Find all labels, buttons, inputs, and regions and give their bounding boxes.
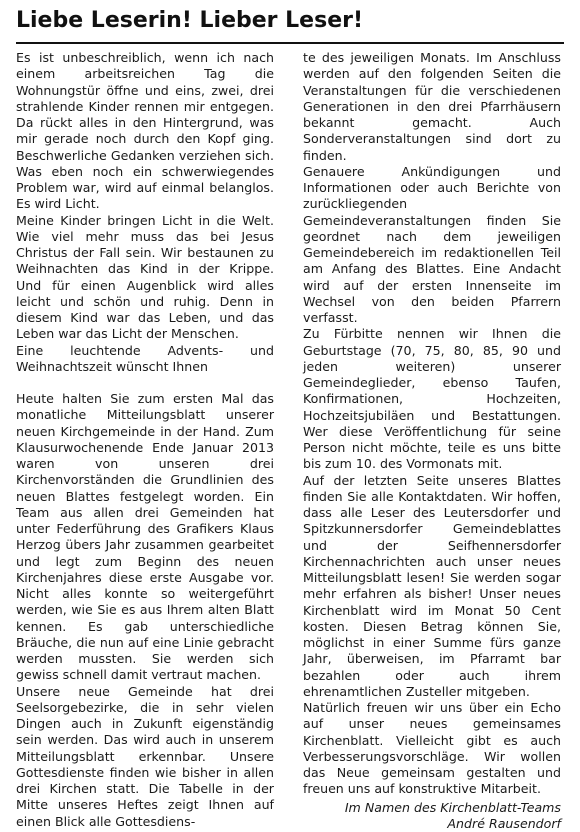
paragraph: Zu Fürbitte nennen wir Ihnen die Geburtstage (70, 75, 80, 85, 90 und jeden weiteren) unserer Gemeindeglieder, ebenso Taufen, Konfirmationen, Hochzeiten, Hochzeitsjubiläen und Bestattungen. Wer diese Veröffentlichung für seine Person nicht möchte, teile es uns bitte bis zum 10. des Vormonats mit. (303, 326, 561, 472)
paragraph: Eine leuchtende Advents- und Weihnachtszeit wünscht Ihnen (16, 343, 274, 376)
right-column (303, 50, 561, 832)
paragraph: Unsere neue Gemeinde hat drei Seelsorgebezirke, die in sehr vielen Dingen auch in Zukunft eigenständig sein werden. Das wird auch in unserem Mitteilungsblatt erkennbar. Unsere Gottesdienste finden wie bisher in allen drei Kirchen statt. Die Tabelle in der Mitte unseres Heftes zeigt Ihnen auf einen Blick alle Gottesdiens- (16, 684, 274, 830)
signature (303, 800, 561, 832)
paragraph: Natürlich freuen wir uns über ein Echo auf unser neues gemeinsames Kirchenblatt. Vielleicht gibt es auch Verbesserungsvorschläge. Wir wollen das Neue gemeinsam gestalten und freuen uns auf konstruktive Mitarbeit. (303, 700, 561, 798)
paragraph: Heute halten Sie zum ersten Mal das monatliche Mitteilungsblatt unserer neuen Kirchgemeinde in der Hand. Zum Klausurwochenende Ende Januar 2013 waren von unseren drei Kirchenvorständen die Grundlinien des neuen Blattes festgelegt worden. Ein Team aus allen drei Gemeinden hat unter Federführung des Grafikers Klaus Herzog übers Jahr zusammen gearbeitet und legt zum Beginn des neuen Kirchenjahres diese erste Ausgabe vor. Nicht alles konnte so weitergeführt werden, wie Sie es aus Ihrem alten Blatt kennen. Es gab unterschiedliche Bräuche, die nun auf eine Linie gebracht werden mussten. Sie werden sich gewiss schnell damit vertraut machen. (16, 391, 274, 684)
left-column (16, 50, 274, 830)
paragraph: Genauere Ankündigungen und Informationen oder auch Berichte von zurückliegenden Gemeindeveranstaltungen finden Sie geordnet nach dem jeweiligen Gemeindebereich im redaktionellen Teil am Anfang des Blattes. Eine Andacht wird auf der ersten Innenseite im Wechsel von den beiden Pfarrern verfasst. (303, 164, 561, 327)
title-underline (16, 42, 564, 44)
signature-author-name: André Rausendorf (303, 816, 561, 832)
paragraph: Auf der letzten Seite unseres Blattes finden Sie alle Kontaktdaten. Wir hoffen, dass alle Leser des Leutersdorfer und Spitzkunnersdorfer Gemeindeblattes und der Seifhennersdorfer Kirchennachrichten auch unser neues Mitteilungsblatt lesen! Sie werden sogar mehr erfahren als bisher! Unser neues Kirchenblatt wird im Monat 50 Cent kosten. Diesen Betrag können Sie, möglichst in einer Summe fürs ganze Jahr, überweisen, im Pfarramt bar bezahlen oder auch ihrem ehrenamtlichen Zusteller mitgeben. (303, 473, 561, 701)
paragraph: Meine Kinder bringen Licht in die Welt. Wie viel mehr muss das bei Jesus Christus der Fall sein. Wir bestaunen zu Weihnachten das Kind in der Krippe. Und für einen Augenblick wird alles leicht und schön und ruhig. Denn in diesem Kind war das Leben, und das Leben war das Licht der Menschen. (16, 213, 274, 343)
page-title: Liebe Leserin! Lieber Leser! (16, 8, 363, 33)
paragraph: Es ist unbeschreiblich, wenn ich nach einem arbeitsreichen Tag die Wohnungstür öffne und eins, zwei, drei strahlende Kinder rennen mir entgegen. Da rückt alles in den Hintergrund, was mir gerade noch durch den Kopf ging. Beschwerliche Gedanken verziehen sich. Was eben noch ein schwerwiegendes Problem war, wird auf einmal belanglos. Es wird Licht. (16, 50, 274, 213)
paragraph: te des jeweiligen Monats. Im Anschluss werden auf den folgenden Seiten die Veranstaltungen für die verschiedenen Generationen in den drei Pfarrhäusern bekannt gemacht. Auch Sonderveranstaltungen sind dort zu finden. (303, 50, 561, 164)
signature-team-line: Im Namen des Kirchenblatt-Teams (303, 800, 561, 816)
